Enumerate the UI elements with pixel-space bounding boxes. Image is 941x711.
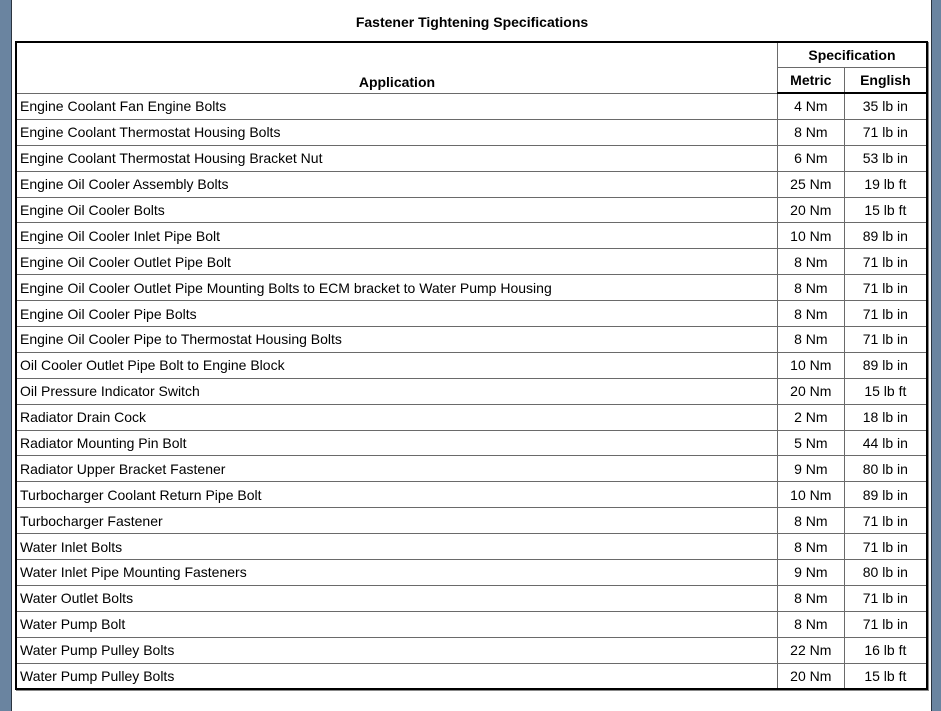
cell-application: Turbocharger Fastener [16,508,777,534]
document-page [11,0,932,711]
document-title: Fastener Tightening Specifications [355,14,589,30]
cell-application: Engine Oil Cooler Outlet Pipe Mounting Bolts to ECM bracket to Water Pump Housing [16,275,777,301]
table-body [16,93,927,689]
table-row [16,119,927,145]
column-header-application: Application [16,42,777,93]
table-row [16,663,927,689]
cell-application: Oil Pressure Indicator Switch [16,378,777,404]
cell-application: Oil Cooler Outlet Pipe Bolt to Engine Block [16,352,777,378]
cell-application: Water Pump Pulley Bolts [16,663,777,689]
cell-metric: 10 Nm [777,223,844,249]
cell-english: 80 lb in [844,560,927,586]
table-row [16,145,927,171]
cell-application: Water Inlet Pipe Mounting Fasteners [16,560,777,586]
cell-english: 71 lb in [844,249,927,275]
fastener-spec-table [15,41,928,690]
cell-english: 71 lb in [844,611,927,637]
cell-application: Radiator Drain Cock [16,404,777,430]
cell-application: Turbocharger Coolant Return Pipe Bolt [16,482,777,508]
table-row [16,611,927,637]
cell-metric: 8 Nm [777,275,844,301]
cell-application: Engine Oil Cooler Inlet Pipe Bolt [16,223,777,249]
cell-application: Water Outlet Bolts [16,585,777,611]
window-frame [932,0,941,711]
cell-application: Water Inlet Bolts [16,534,777,560]
cell-english: 71 lb in [844,508,927,534]
cell-english: 16 lb ft [844,637,927,663]
table-row [16,249,927,275]
table-header-row [16,42,927,68]
cell-metric: 20 Nm [777,197,844,223]
cell-english: 18 lb in [844,404,927,430]
cell-application: Engine Coolant Thermostat Housing Bracket Nut [16,145,777,171]
cell-english: 71 lb in [844,301,927,327]
cell-application: Engine Oil Cooler Assembly Bolts [16,171,777,197]
cell-english: 89 lb in [844,352,927,378]
cell-application: Radiator Mounting Pin Bolt [16,430,777,456]
cell-english: 35 lb in [844,93,927,119]
table-row [16,585,927,611]
cell-metric: 25 Nm [777,171,844,197]
cell-english: 71 lb in [844,534,927,560]
cell-metric: 20 Nm [777,378,844,404]
cell-metric: 2 Nm [777,404,844,430]
cell-english: 71 lb in [844,327,927,353]
table-row [16,482,927,508]
table-row [16,560,927,586]
cell-english: 15 lb ft [844,378,927,404]
cell-english: 19 lb ft [844,171,927,197]
table-row [16,301,927,327]
table-row [16,637,927,663]
column-header-english: English [844,68,927,94]
cell-metric: 9 Nm [777,456,844,482]
table-row [16,456,927,482]
cell-metric: 8 Nm [777,249,844,275]
cell-metric: 8 Nm [777,508,844,534]
table-row [16,223,927,249]
cell-metric: 6 Nm [777,145,844,171]
cell-metric: 10 Nm [777,352,844,378]
table-row [16,197,927,223]
table-row [16,93,927,119]
cell-english: 44 lb in [844,430,927,456]
cell-english: 89 lb in [844,223,927,249]
cell-metric: 8 Nm [777,611,844,637]
cell-metric: 10 Nm [777,482,844,508]
cell-english: 80 lb in [844,456,927,482]
cell-metric: 9 Nm [777,560,844,586]
cell-metric: 5 Nm [777,430,844,456]
cell-metric: 8 Nm [777,327,844,353]
cell-metric: 8 Nm [777,301,844,327]
cell-application: Engine Oil Cooler Pipe Bolts [16,301,777,327]
column-header-specification: Specification [777,42,927,68]
cell-english: 89 lb in [844,482,927,508]
table-row [16,275,927,301]
cell-metric: 8 Nm [777,119,844,145]
table-row [16,404,927,430]
cell-application: Engine Coolant Thermostat Housing Bolts [16,119,777,145]
cell-english: 53 lb in [844,145,927,171]
cell-application: Water Pump Pulley Bolts [16,637,777,663]
cell-metric: 8 Nm [777,585,844,611]
table-row [16,352,927,378]
cell-application: Engine Oil Cooler Outlet Pipe Bolt [16,249,777,275]
table-row [16,327,927,353]
cell-application: Engine Oil Cooler Bolts [16,197,777,223]
cell-english: 15 lb ft [844,197,927,223]
cell-english: 15 lb ft [844,663,927,689]
table-row [16,430,927,456]
column-header-metric: Metric [777,68,844,94]
cell-metric: 22 Nm [777,637,844,663]
cell-application: Engine Coolant Fan Engine Bolts [16,93,777,119]
cell-metric: 20 Nm [777,663,844,689]
cell-english: 71 lb in [844,275,927,301]
cell-english: 71 lb in [844,119,927,145]
cell-metric: 8 Nm [777,534,844,560]
cell-application: Radiator Upper Bracket Fastener [16,456,777,482]
cell-application: Water Pump Bolt [16,611,777,637]
cell-application: Engine Oil Cooler Pipe to Thermostat Housing Bolts [16,327,777,353]
table-row [16,171,927,197]
cell-english: 71 lb in [844,585,927,611]
cell-metric: 4 Nm [777,93,844,119]
table-row [16,378,927,404]
table-row [16,508,927,534]
table-row [16,534,927,560]
